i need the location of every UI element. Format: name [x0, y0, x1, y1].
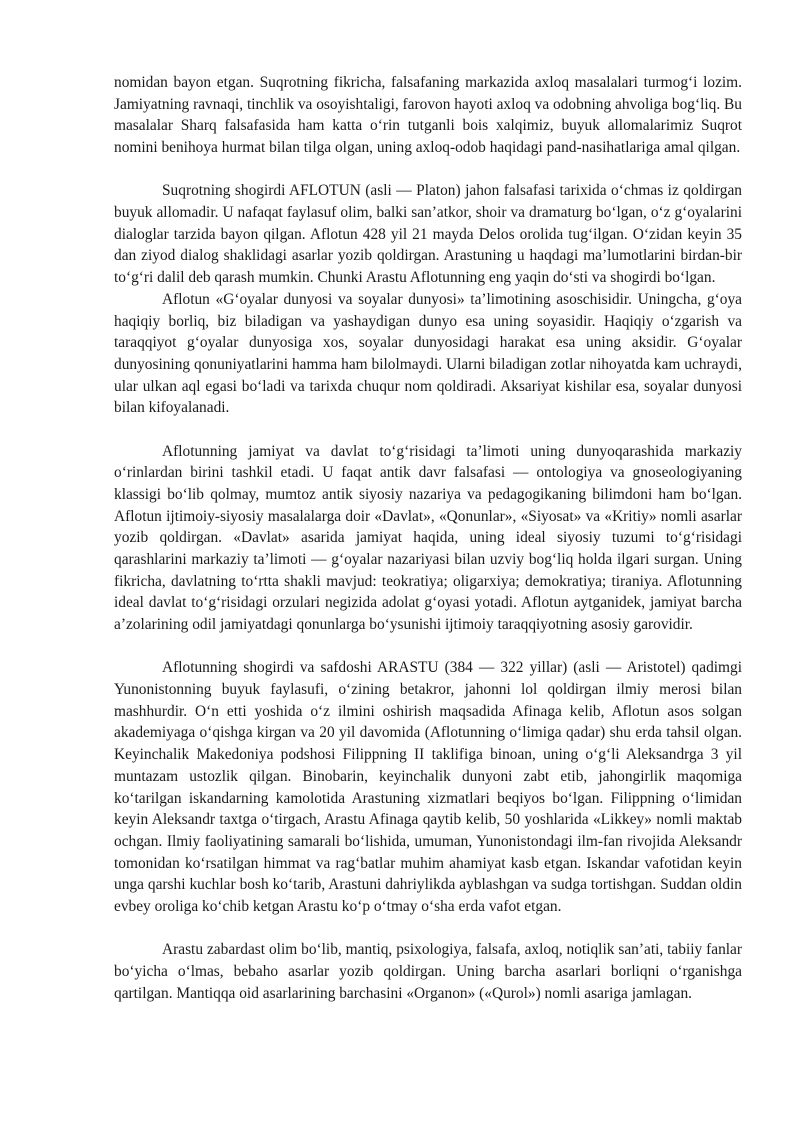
- paragraph-aflotun-ideas: Aflotun «G‘oyalar dunyosi va soyalar dunyosi» ta’limotining asoschisidir. Uningcha, g‘oya haqiqiy borliq, biz biladigan va yashaydigan dunyo esa uning soyasidir. Haqiqiy o‘zgarish va taraqqiyot g‘oyalar dunyosiga xos, soyalar dunyosidagi harakat esa uning aksidir. G‘oyalar dunyosining qonuniyatlarini hamma ham bilolmaydi. Ularni biladigan zotlar nihoyatda kam uchraydi, ular ulkan aql egasi bo‘ladi va tarixda chuqur nom qoldiradi. Aksariyat kishilar esa, soyalar dunyosi bilan kifoyalanadi.: [114, 290, 742, 417]
- paragraph-arastu-works: Arastu zabardast olim bo‘lib, mantiq, psixologiya, falsafa, axloq, notiqlik san’ati, tabiiy fanlar bo‘yicha o‘lmas, bebaho asarlar yozib qoldirgan. Uning barcha asarlari borliqni o‘rganishga qartilgan. Mantiqqa oid asarlarining barchasini «Organon» («Qurol») nomli asariga jamlagan.: [114, 941, 742, 1002]
- paragraph-aflotun-state: Aflotunning jamiyat va davlat to‘g‘risidagi ta’limoti uning dunyoqarashida markaziy o‘rinlardan birini tashkil etadi. U faqat antik davr falsafasi — ontologiya va gnoseologiyaning klassigi bo‘lib qolmay, mumtoz antik siyosiy nazariya va pedagogikaning bilimdoni ham bo‘lgan. Aflotun ijtimoiy-siyosiy masalalarga doir «Davlat», «Qonunlar», «Siyosat» va «Kritiy» nomli asarlar yozib qoldirgan. «Davlat» asarida jamiyat haqida, uning ideal siyosiy tuzumi to‘g‘risidagi qarashlarini markaziy ta’limoti — g‘oyalar nazariyasi bilan uzviy bog‘liq holda ilgari surgan. Uning fikricha, davlatning to‘rtta shakli mavjud: teokratiya; oligarxiya; demokratiya; tiraniya. Aflotunning ideal davlat to‘g‘risidagi orzulari negizida adolat g‘oyasi yotadi. Aflotun aytganidek, jamiyat barcha a’zolarining odil jamiyatdagi qonunlarga bo‘ysunishi ijtimoiy taraqqiyotning asosiy garovidir.: [114, 442, 742, 634]
- paragraph-arastu-bio: Aflotunning shogirdi va safdoshi ARASTU (384 — 322 yillar) (asli — Aristotel) qadimgi Yunonistonning buyuk faylasufi, o‘zining betakror, jahonni lol qoldirgan ilmiy merosi bilan mashhurdir. O‘n etti yoshida o‘z ilmini oshirish maqsadida Afinaga kelib, Aflotun asos solgan akademiyaga o‘qishga kirgan va 20 yil davomida (Aflotunning o‘limiga qadar) shu erda tahsil olgan. Keyinchalik Makedoniya podshosi Filippning II taklifiga binoan, uning o‘g‘li Aleksandrga 3 yil muntazam ustozlik qilgan. Binobarin, keyinchalik dunyoni zabt etib, jahongirlik maqomiga ko‘tarilgan iskandarning kamolotida Arastuning xizmatlari beqiyos bo‘lgan. Filippning o‘limidan keyin Aleksandr taxtga o‘tirgach, Arastu Afinaga qaytib kelib, 50 yoshlarida «Likkey» nomli maktab ochgan. Ilmiy faoliyatining samarali bo‘lishida, umuman, Yunonistondagi ilm-fan rivojida Aleksandr tomonidan ko‘rsatilgan himmat va rag‘batlar muhim ahamiyat kasb etgan. Iskandar vafotidan keyin unga qarshi kuchlar bosh ko‘tarib, Arastuni dahriylikda ayblashgan va sudga tortishgan. Suddan oldin evbey oroliga ko‘chib ketgan Arastu ko‘p o‘tmay o‘sha erda vafot etgan.: [114, 659, 742, 916]
- document-page: [114, 72, 742, 1004]
- paragraph-aflotun-intro: Suqrotning shogirdi AFLOTUN (asli — Platon) jahon falsafasi tarixida o‘chmas iz qoldirgan buyuk allomadir. U nafaqat faylasuf olim, balki san’atkor, shoir va dramaturg bo‘lgan, o‘z g‘oyalarini dialoglar tarzida bayon qilgan. Aflotun 428 yil 21 mayda Delos orolida tug‘ilgan. O‘zidan keyin 35 dan ziyod dialog shaklidagi asarlar yozib qoldirgan. Arastuning u haqdagi ma’lumotlarini birdan-bir to‘g‘ri dalil deb qarash mumkin. Chunki Arastu Aflotunning eng yaqin do‘sti va shogirdi bo‘lgan.: [114, 182, 742, 287]
- paragraph-continuation: nomidan bayon etgan. Suqrotning fikricha, falsafaning markazida axloq masalalari turmog‘i lozim. Jamiyatning ravnaqi, tinchlik va osoyishtaligi, farovon hayoti axloq va odobning ahvoliga bog‘liq. Bu masalalar Sharq falsafasida ham katta o‘rin tutganli bois xalqimiz, buyuk allomalarimiz Suqrot nomini benihoya hurmat bilan tilga olgan, uning axloq-odob haqidagi pand-nasihatlariga amal qilgan.: [114, 74, 742, 157]
